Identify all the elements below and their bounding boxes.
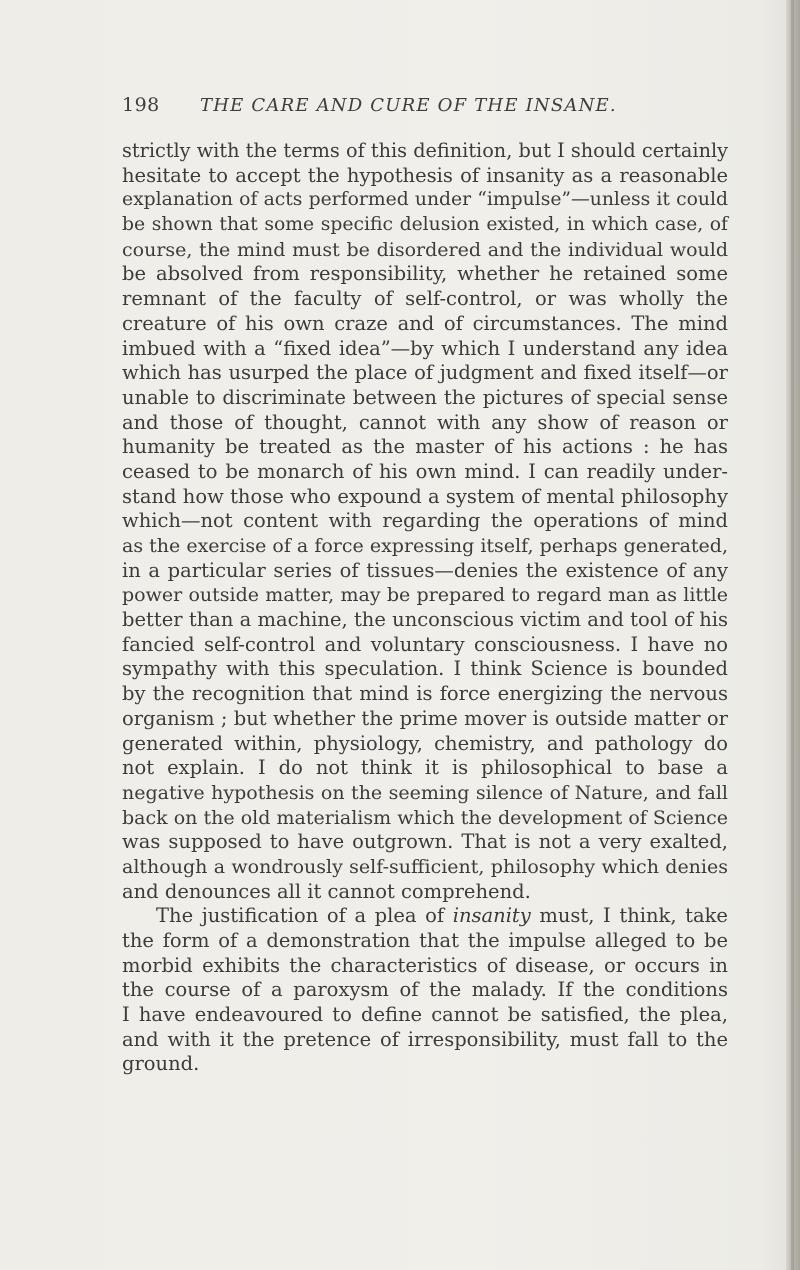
running-header [122, 94, 722, 122]
text-line: the form of a demonstration that the impulse alleged to be [122, 929, 728, 952]
body-text [122, 139, 728, 1077]
text-line: hesitate to accept the hypothesis of insanity as a reasonable [122, 163, 728, 187]
text-line: stand how those who expound a system of mental philosophy [122, 484, 728, 508]
text-line: organism ; but whether the prime mover is outside matter or [122, 706, 728, 730]
text-line: power outside matter, may be prepared to regard man as little [122, 584, 728, 607]
text-line: ground. [122, 1052, 200, 1076]
text-line: the course of a paroxysm of the malady. If the conditions [122, 978, 728, 1002]
text-line: morbid exhibits the characteristics of disease, or occurs in [122, 953, 728, 977]
text-line: sympathy with this speculation. I think Science is bounded [122, 657, 728, 681]
text-line: and with it the pretence of irresponsibility, must fall to the [122, 1027, 728, 1051]
text-run: must, I think, take [530, 904, 728, 928]
running-title: THE CARE AND CURE OF THE INSANE. [200, 95, 617, 116]
text-line: by the recognition that mind is force energizing the nervous [122, 682, 728, 706]
text-line: in a particular series of tissues—denies the existence of any [122, 558, 728, 582]
text-line: humanity be treated as the master of his actions : he has [122, 435, 728, 459]
text-line: strictly with the terms of this definition, but I should certainly [122, 139, 728, 162]
text-line: better than a machine, the unconscious victim and tool of his [122, 608, 728, 632]
text-line: imbued with a “fixed idea”—by which I understand any idea [122, 336, 728, 360]
text-line: not explain. I do not think it is philosophical to base a [122, 756, 728, 780]
text-line: I have endeavoured to define cannot be satisfied, the plea, [122, 1003, 728, 1027]
text-line: which has usurped the place of judgment and fixed itself—or [122, 361, 728, 385]
italic-term: insanity [452, 904, 531, 928]
text-line: negative hypothesis on the seeming silence of Nature, and fall [122, 781, 728, 804]
paragraph-first-line [122, 904, 728, 929]
text-line: be shown that some specific delusion existed, in which case, of [122, 214, 728, 236]
text-line: be absolved from responsibility, whether he retained some [122, 262, 728, 286]
text-line: ceased to be monarch of his own mind. I can readily under- [122, 459, 728, 483]
text-line: which—not content with regarding the operations of mind [122, 509, 728, 533]
text-line: and denounces all it cannot comprehend. [122, 879, 531, 903]
text-line: although a wondrously self-sufficient, philosophy which denies [122, 855, 728, 878]
text-line: as the exercise of a force expressing itself, perhaps generated, [122, 535, 728, 557]
text-line: course, the mind must be disordered and the individual would [122, 238, 728, 261]
text-line: fancied self-control and voluntary consciousness. I have no [122, 632, 728, 656]
text-line: explanation of acts performed under “impulse”—unless it could [122, 189, 728, 211]
text-line: back on the old materialism which the development of Science [122, 806, 728, 829]
text-line: remnant of the faculty of self-control, or was wholly the [122, 287, 728, 311]
text-run: The justification of a plea of [156, 904, 453, 928]
page-number: 198 [122, 94, 160, 116]
text-line: unable to discriminate between the pictures of special sense [122, 385, 728, 409]
text-line: was supposed to have outgrown. That is not a very exalted, [122, 830, 728, 854]
text-line: creature of his own craze and of circumstances. The mind [122, 311, 728, 335]
page-edge-shadow [791, 0, 794, 1270]
text-line: generated within, physiology, chemistry, and pathology do [122, 731, 728, 755]
text-line: and those of thought, cannot with any show of reason or [122, 410, 728, 434]
